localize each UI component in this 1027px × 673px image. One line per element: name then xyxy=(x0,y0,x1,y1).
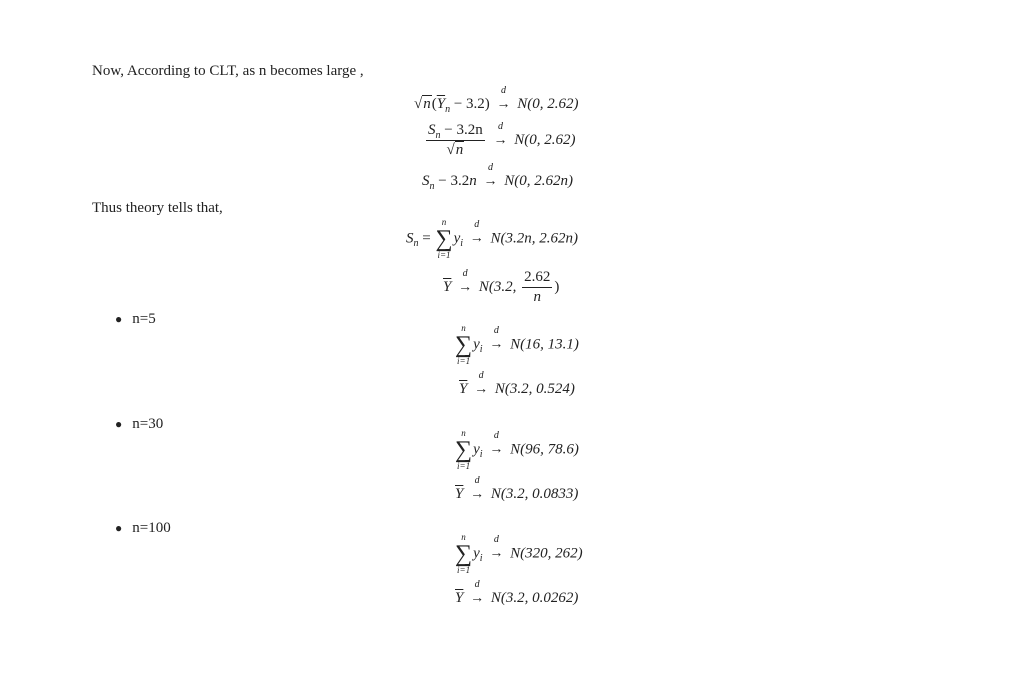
variance-fraction: $\frac{2.62}{n}$ xyxy=(524,269,551,305)
case-mean-equation: $\overline{Y}$ d → N(3.2, 0.524) xyxy=(459,370,575,397)
sigma-symbol: n ∑ i=1 xyxy=(435,217,453,260)
converge-arrow: d → xyxy=(489,534,504,562)
sigma-symbol: n ∑ i=1 xyxy=(455,323,473,366)
clt-equation-1: $√n(\overline{Y}_n - 3.2)$ d → N(0, 2.62) xyxy=(414,85,579,115)
theory-sum-dist: N(3.2n, 2.62n) xyxy=(490,230,579,247)
bullet-icon: ● xyxy=(115,521,123,535)
sigma-symbol: n ∑ i=1 xyxy=(455,532,473,575)
case-sum-equation: n ∑ i=1 $y_i$ d → N(320, 262) xyxy=(455,532,583,575)
converge-arrow: d → xyxy=(474,370,489,397)
converge-arrow: d → xyxy=(470,475,485,502)
case-mean-equation: $\overline{Y}$ d → N(3.2, 0.0262) xyxy=(455,579,579,606)
clt-eq1-dist: N(0, 2.62) xyxy=(517,96,579,112)
case-sum-equation: n ∑ i=1 $y_i$ d → N(16, 13.1) xyxy=(455,323,579,366)
bullet-icon: ● xyxy=(115,312,123,326)
theory-text: Thus theory tells that, xyxy=(92,200,223,216)
theory-mean-equation: $\overline{Y}$ d → N(3.2, $\frac{2.62}{n}$ ) xyxy=(443,267,560,305)
sigma-symbol: n ∑ i=1 xyxy=(455,428,473,471)
case-mean-equation: $\overline{Y}$ d → N(3.2, 0.0833) xyxy=(455,475,579,502)
converge-arrow: d → xyxy=(470,579,485,606)
case-sum-equation: n ∑ i=1 $y_i$ d → N(96, 78.6) xyxy=(455,428,579,471)
clt-eq2-dist: N(0, 2.62) xyxy=(514,131,576,148)
converge-arrow: d → xyxy=(469,219,484,247)
standardized-fraction: $\frac{S_n - 3.2n}{√n}$ xyxy=(428,122,483,158)
clt-equation-3: $S_n - 3.2n$ d → N(0, 2.62n) xyxy=(422,162,573,192)
sqrt-n: √n xyxy=(414,96,431,112)
clt-equation-2 xyxy=(424,120,576,158)
intro-text: Now, According to CLT, as n becomes large , xyxy=(92,63,364,79)
converge-arrow: d → xyxy=(496,85,511,112)
case-item: ● n=30 xyxy=(115,416,164,432)
converge-arrow: d → xyxy=(458,267,473,295)
theory-sum-equation: $S_n$ = n ∑ i=1 $y_i$ d → N(3.2n, 2.62n) xyxy=(406,217,579,260)
case-item: ● n=100 xyxy=(115,520,171,536)
clt-mean-value: 3.2 xyxy=(466,96,485,112)
converge-arrow: d → xyxy=(489,325,504,353)
case-item: ● n=5 xyxy=(115,311,156,327)
converge-arrow: d → xyxy=(489,430,504,458)
converge-arrow: d → xyxy=(493,120,508,148)
converge-arrow: d → xyxy=(483,162,498,189)
clt-eq3-dist: N(0, 2.62n) xyxy=(504,173,573,189)
bullet-icon: ● xyxy=(115,417,123,431)
